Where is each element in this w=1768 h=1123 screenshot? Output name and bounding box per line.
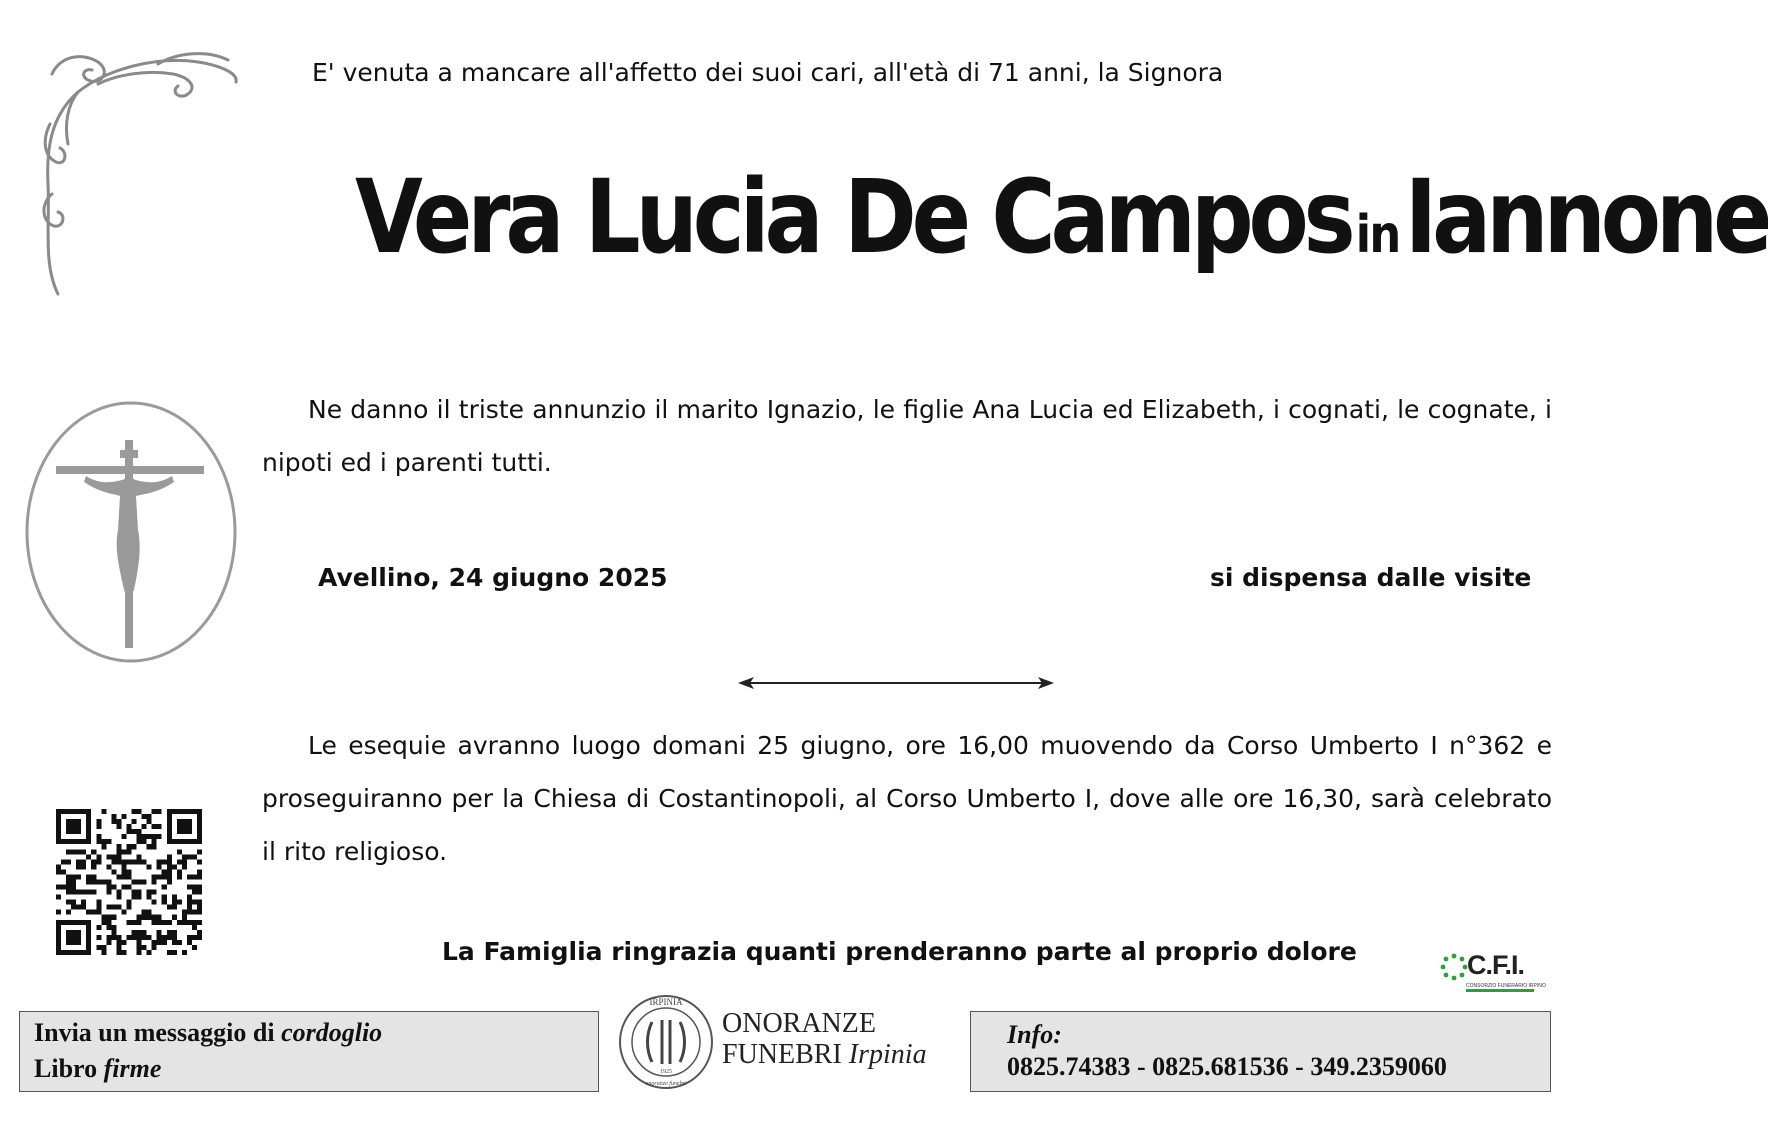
brand-line-1: ONORANZE — [722, 1008, 876, 1039]
seal-top-text: IRPINIA — [649, 997, 683, 1007]
funeral-home-name — [722, 1008, 927, 1070]
guestbook-link[interactable] — [34, 1054, 161, 1084]
guestbook-prefix: Libro — [34, 1054, 98, 1083]
funeral-paragraph: Le esequie avranno luogo domani 25 giugno, ore 16,00 muovendo da Corso Umberto I n°362 e proseguiranno per la Chiesa di Costantinopoli, al Corso Umberto I, dove alle ore 16,30, sarà celebrato il rito religioso. — [262, 731, 1552, 866]
announcement-paragraph: Ne danno il triste annunzio il marito Ignazio, le figlie Ana Lucia ed Elizabeth, i cognati, le cognate, i nipoti ed i parenti tutti. — [262, 395, 1552, 477]
condolence-link[interactable] — [34, 1018, 382, 1048]
info-box — [970, 1011, 1551, 1092]
info-label: Info: — [1007, 1020, 1062, 1049]
name-joiner: in — [1355, 205, 1400, 265]
seal-bottom-text: onoranze funebri — [645, 1081, 687, 1087]
intro-text: E' venuta a mancare all'affetto dei suoi cari, all'età di 71 anni, la Signora — [312, 58, 1224, 87]
place-date: Avellino, 24 giugno 2025 — [318, 563, 668, 592]
cfi-logo-icon — [1440, 952, 1468, 982]
corner-ornament-icon — [38, 44, 244, 298]
info-phones[interactable]: 0825.74383 - 0825.681536 - 349.2359060 — [1007, 1052, 1447, 1081]
funeral-home-seal-icon — [616, 992, 716, 1092]
condolence-italic: cordoglio — [281, 1018, 383, 1047]
brand-line-2-plain: FUNEBRI — [722, 1039, 842, 1070]
cfi-logo-tagline: CONSORZIO FUNERARIO IRPINO — [1466, 983, 1546, 989]
family-thanks: La Famiglia ringrazia quanti prenderanno parte al proprio dolore — [442, 937, 1357, 966]
cfi-logo-text: C.F.I. — [1467, 950, 1525, 980]
name-last: Iannone — [1404, 158, 1768, 277]
brand-line-2 — [722, 1039, 927, 1070]
seal-year-text: 1925 — [660, 1069, 672, 1075]
visits-note: si dispensa dalle visite — [1210, 563, 1532, 592]
guestbook-italic: firme — [103, 1054, 162, 1083]
crucifix-icon — [24, 400, 238, 664]
cfi-logo-bar — [1466, 989, 1534, 992]
condolence-prefix: Invia un messaggio di — [34, 1018, 275, 1047]
qr-code-icon[interactable] — [56, 809, 202, 955]
deceased-name — [355, 158, 1767, 277]
condolence-box[interactable] — [19, 1011, 599, 1092]
name-first: Vera Lucia De Campos — [355, 158, 1351, 277]
brand-line-2-italic: Irpinia — [848, 1039, 927, 1070]
double-arrow-icon — [736, 674, 1056, 692]
